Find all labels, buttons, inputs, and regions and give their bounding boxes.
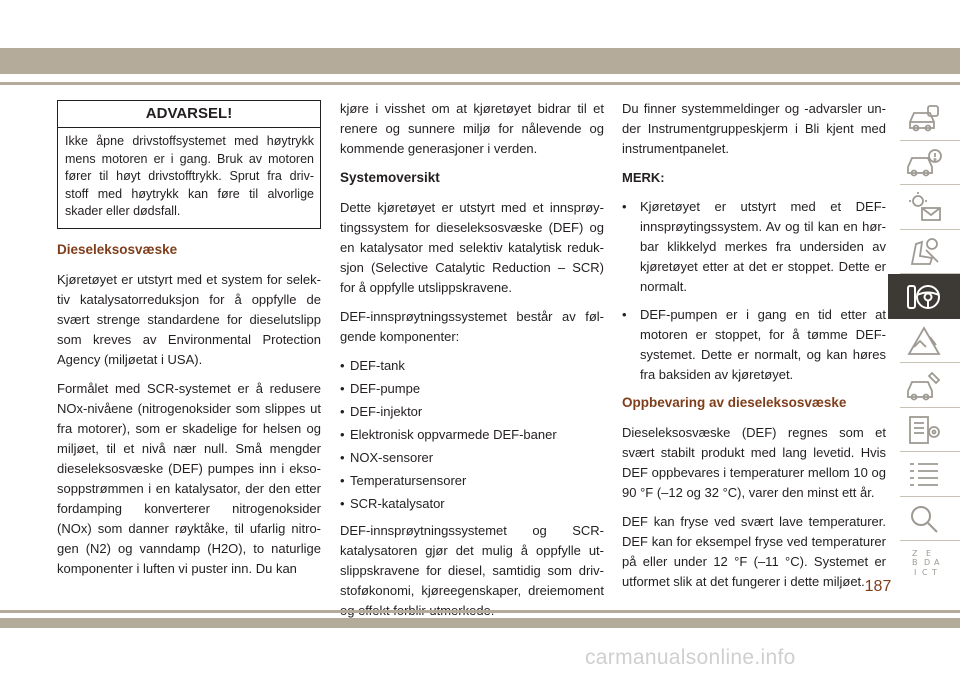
- footer-band: [0, 618, 960, 628]
- tab-emergency[interactable]: [888, 319, 960, 364]
- list-item: • Temperatursensorer: [340, 471, 604, 491]
- lights-message-icon: [906, 191, 942, 223]
- tab-specifications[interactable]: [888, 408, 960, 453]
- svg-text:D: D: [924, 558, 931, 568]
- list-item: • Kjøretøyet er utstyrt med et DEF- innsprøytingssystem. Av og til kan en hør- bar klikkelyd merkes fra undersiden av kjøretøyet etter at det er stoppet. Dette er normalt.: [622, 197, 886, 297]
- paragraph: DEF kan fryse ved svært lave temperaturer. DEF kan for eksempel fryse ved temperaturer på eller under 12 °F (–11 °C). Systemet er utformet slik at det fungerer i dette miljøet.: [622, 514, 886, 589]
- specifications-icon: [906, 414, 942, 446]
- svg-text:I: I: [914, 568, 917, 578]
- list-item: • DEF-injektor: [340, 402, 604, 422]
- multimedia-list-icon: [906, 458, 942, 490]
- paragraph: Dette kjøretøyet er utstyrt med et innsprøy- tingssystem for dieseleksosvæske (DEF) og en katalysator med selektiv katalytisk reduk- sjon (Selective Catalytic Reduction – SCR) for å oppfylle utslippskravene.: [340, 200, 604, 295]
- tab-multimedia[interactable]: [888, 452, 960, 497]
- note-label: MERK:: [622, 170, 665, 185]
- paragraph: DEF-innsprøytningssystemet og SCR- katalysatoren gjør det mulig å oppfylle ut- slippskravene for diesel, samtidig som driv- stoføkonomi, kjøreegenskaper, dreiemoment: [340, 523, 604, 598]
- paragraph: DEF-innsprøytningssystemet består av føl- gende komponenter:: [340, 309, 604, 344]
- section-heading-def-storage: Oppbevaring av dieseleksosvæske: [622, 395, 847, 410]
- page-number: 187: [864, 578, 892, 595]
- list-item: • SCR-katalysator: [340, 494, 604, 514]
- car-alert-icon: [906, 147, 942, 179]
- note-list: [622, 197, 886, 385]
- tab-lights-message[interactable]: [888, 185, 960, 230]
- tab-starting-operating[interactable]: [888, 274, 960, 319]
- paragraph: Formålet med SCR-systemet er å redusere NOx-nivåene (nitrogenoksider som slippes ut fra motorer), som er skadelige for helsen og miljøet, til et nivå nær null. Små mengder dieseleksosvæske (DEF) pumpes inn i ekso- soppstrømmen i en katalysator, der den etter fordamping konverterer nitrogenoksider (NOx) som danner røyktåke, til ufarlig nitro- gen (N2) og vanndamp (H2O), to naturlige komponenter i luften vi puster inn. Du kan: [57, 380, 321, 576]
- warning-body: Ikke åpne drivstoffsystemet med høytrykk mens motoren er i gang. Bruk av motoren fører til høyt drivstofftrykk. Sprut fra driv- stoff med høytrykk kan føre til alvorlige skader eller dødsfall.: [65, 134, 314, 218]
- footer-rule: [0, 610, 960, 613]
- column-middle: [340, 99, 604, 630]
- svg-text:E: E: [926, 549, 932, 559]
- tab-servicing[interactable]: [888, 363, 960, 408]
- header-band: [0, 48, 960, 74]
- component-list: [340, 356, 604, 514]
- paragraph: Du finner systemmeldinger og -advarsler un- der Instrumentgruppeskjerm i Bli kjent med instrumentpanelet.: [622, 101, 886, 156]
- steering-wheel-icon: [906, 280, 942, 312]
- paragraph: Kjøretøyet er utstyrt med et system for selek- tiv katalysatorreduksjon for å oppfylle de svært strenge standardene for dieselutslipp som kreves av Environmental Protection Agency (miljøetat i USA).: [57, 271, 321, 367]
- list-item: • DEF-pumpe: [340, 379, 604, 399]
- tab-index[interactable]: [888, 541, 960, 586]
- paragraph: kjøre i visshet om at kjøretøyet bidrar til et renere og sunnere miljø for nålevende og kommende generasjoner i verden.: [340, 101, 604, 156]
- list-item: • DEF-pumpen er i gang en tid etter at motoren er stoppet, for å tømme DEF- systemet. Dette er normalt, og kan høres fra baksiden av kjøretøyet.: [622, 305, 886, 385]
- alphabet-index-icon: [906, 547, 942, 579]
- warning-triangle-icon: [906, 325, 942, 357]
- watermark: carmanualsonline.info: [585, 646, 796, 669]
- car-wrench-icon: [906, 369, 942, 401]
- tab-car-info[interactable]: [888, 96, 960, 141]
- section-heading-def: Dieseleksosvæske: [57, 241, 178, 257]
- warning-box: [57, 100, 321, 229]
- warning-title: ADVARSEL!: [58, 101, 320, 128]
- tab-car-alert[interactable]: [888, 141, 960, 186]
- seat-airbag-icon: [906, 236, 942, 268]
- chapter-tabs: [888, 96, 960, 586]
- column-left: [57, 100, 321, 588]
- column-right: [622, 99, 886, 601]
- list-item: • NOX-sensorer: [340, 448, 604, 468]
- tab-seat-airbag[interactable]: [888, 230, 960, 275]
- svg-text:A: A: [934, 558, 940, 568]
- search-icon: [906, 503, 942, 535]
- svg-text:C: C: [922, 568, 928, 578]
- paragraph: Dieseleksosvæske (DEF) regnes som et svært stabilt produkt med lang levetid. Hvis DEF oppbevares i temperaturer mellom 10 og 90 °F (–12 og 32 °C), varer den minst ett år.: [622, 425, 886, 500]
- svg-text:T: T: [932, 568, 937, 578]
- section-heading-system-overview: Systemoversikt: [340, 170, 440, 185]
- svg-text:B: B: [912, 558, 918, 568]
- svg-text:Z: Z: [912, 549, 918, 559]
- list-item: • Elektronisk oppvarmede DEF-baner: [340, 425, 604, 445]
- tab-customer-assistance[interactable]: [888, 497, 960, 542]
- header-rule: [0, 82, 960, 85]
- car-info-icon: [906, 102, 942, 134]
- list-item: • DEF-tank: [340, 356, 604, 376]
